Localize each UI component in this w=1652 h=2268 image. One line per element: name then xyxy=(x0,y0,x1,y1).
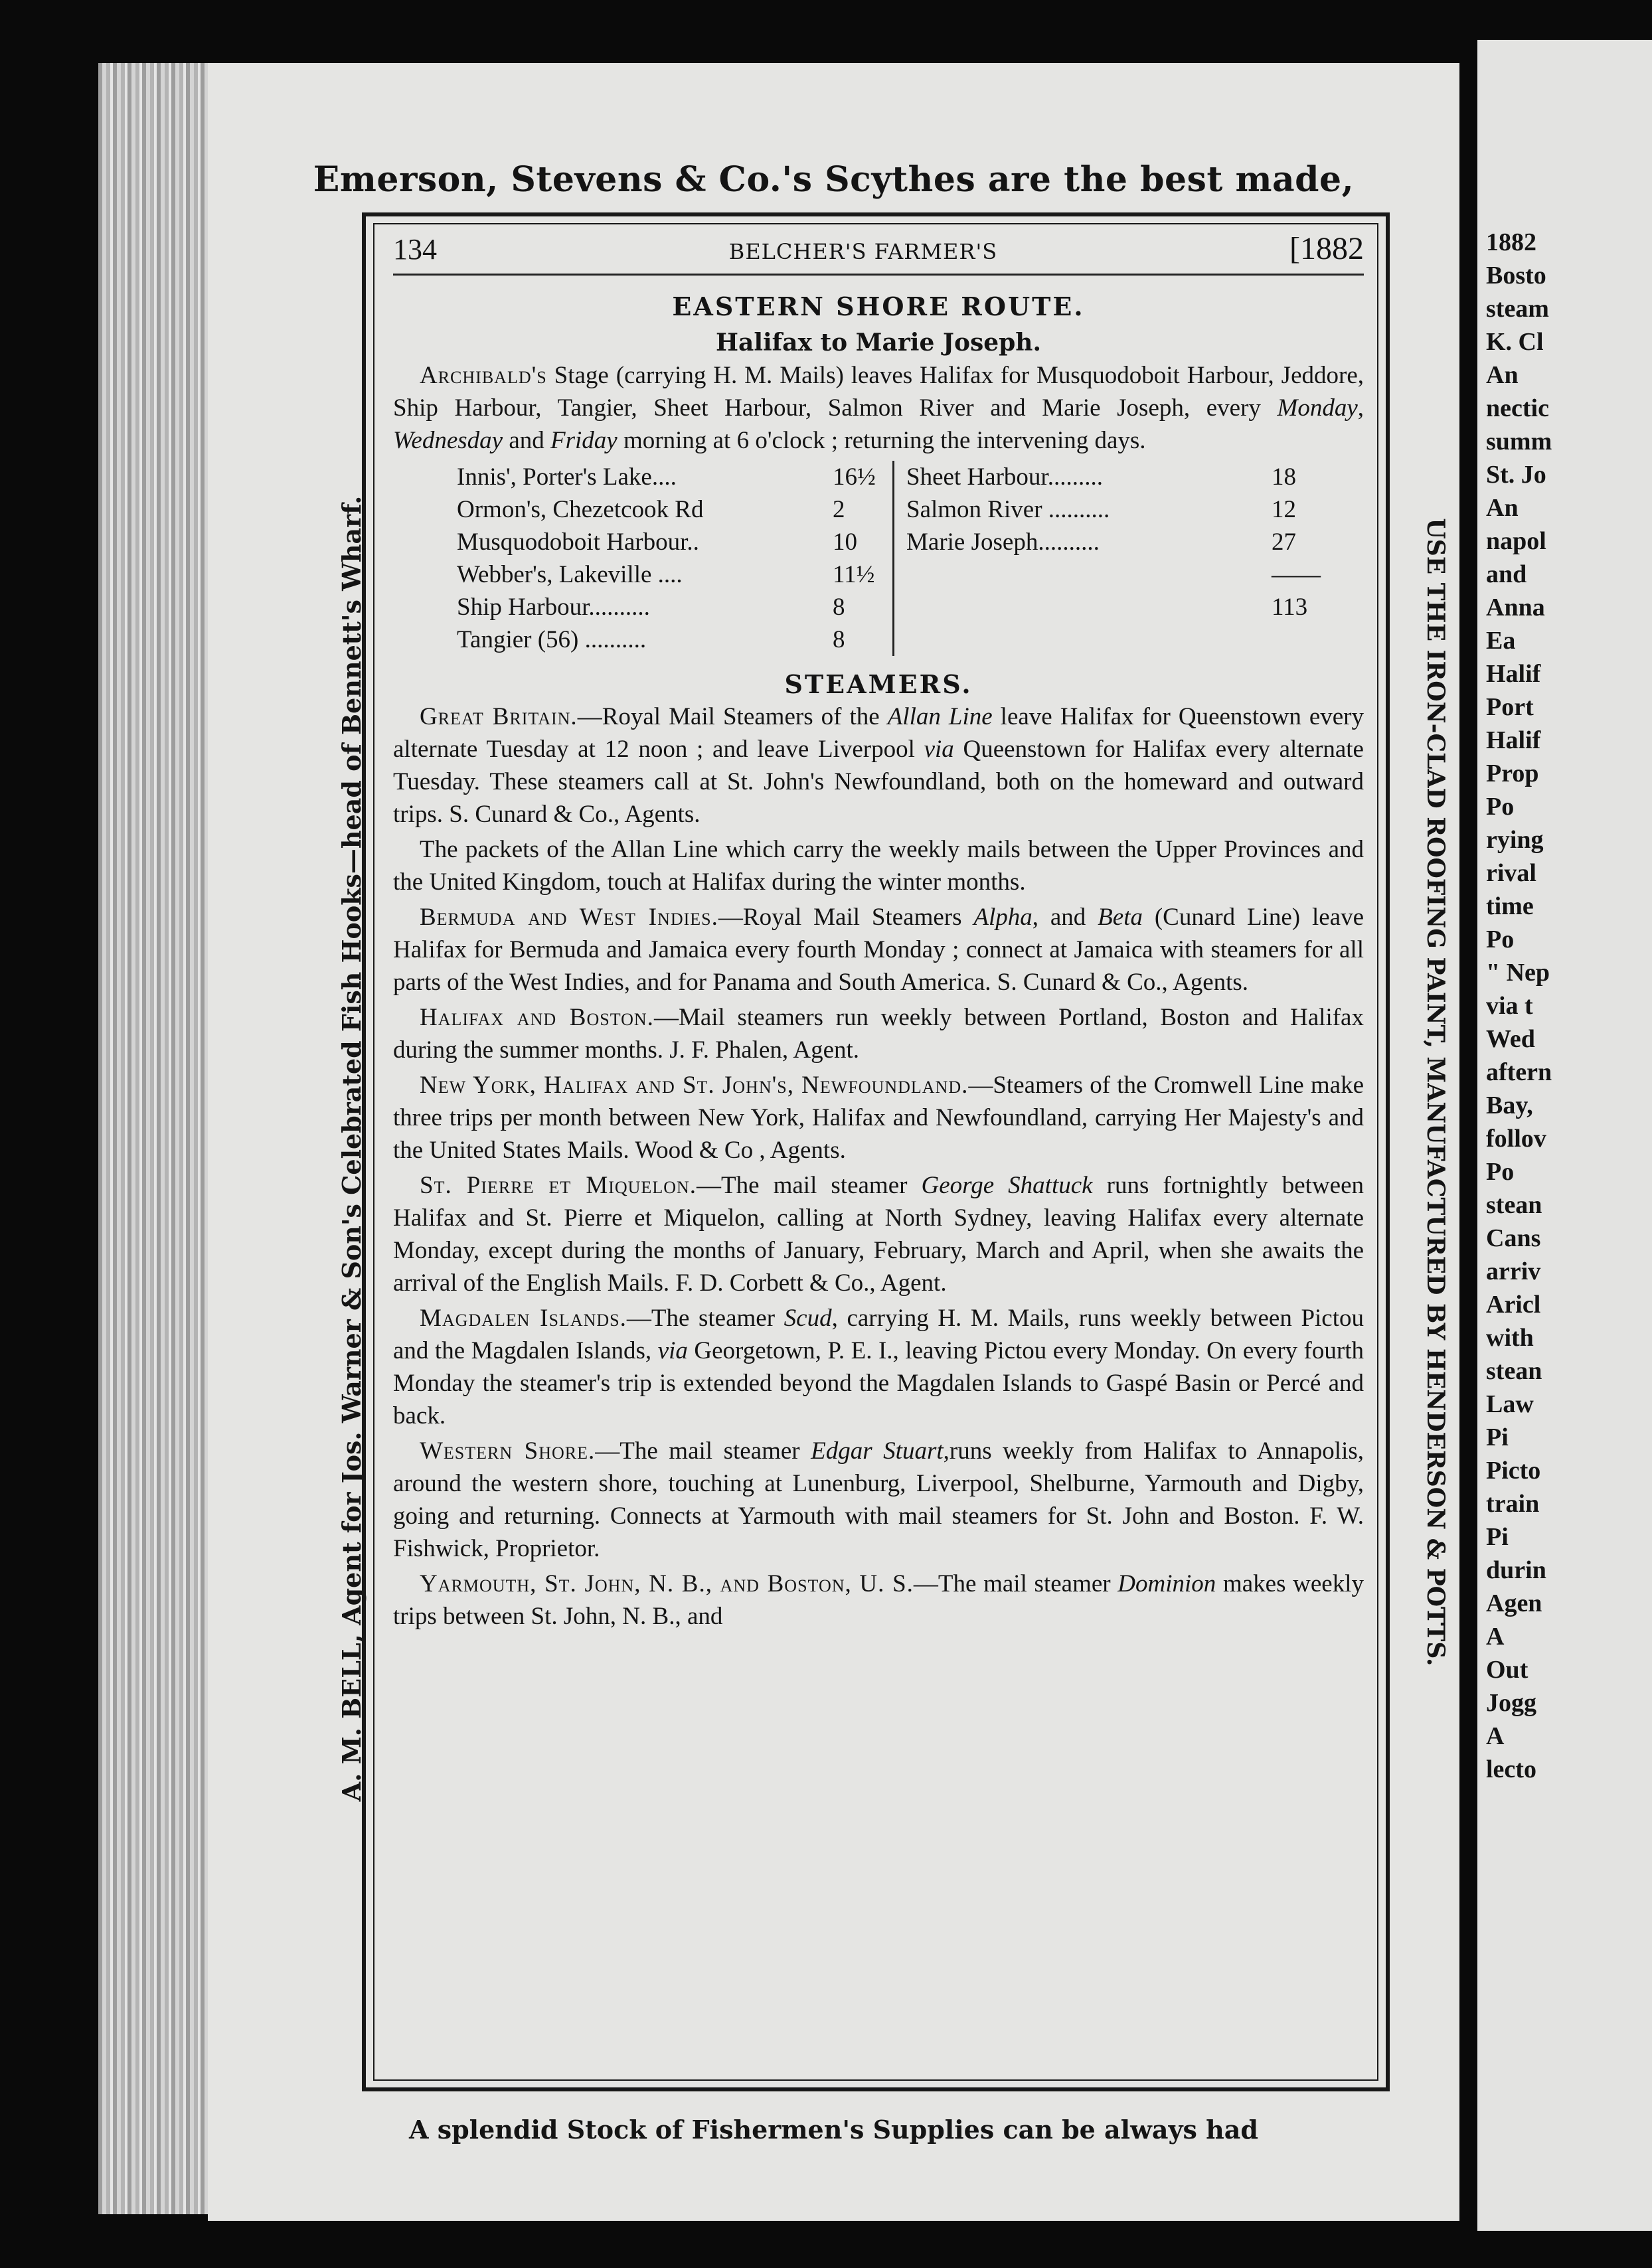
facing-page-line: Aricl xyxy=(1486,1291,1541,1319)
facing-page-line: Bosto xyxy=(1486,262,1546,289)
distance-row: Tangier (56) .......... 8 xyxy=(457,626,845,653)
distance-table xyxy=(457,461,1364,656)
facing-page-line: lecto xyxy=(1486,1755,1536,1783)
distance-rule: —— xyxy=(1272,561,1321,588)
running-header xyxy=(393,232,1364,276)
facing-page-line: Pi xyxy=(1486,1423,1509,1451)
route-subheading: Halifax to Marie Joseph. xyxy=(715,329,1042,357)
distance-row: Sheet Harbour......... 18 xyxy=(906,463,1296,491)
facing-page-line: and xyxy=(1486,560,1527,588)
steamers-heading: STEAMERS. xyxy=(784,669,973,699)
facing-page-line: " Nep xyxy=(1486,959,1550,987)
facing-page-line: K. Cl xyxy=(1486,328,1544,356)
facing-page-line: Po xyxy=(1486,793,1515,821)
facing-page-line: Halif xyxy=(1486,660,1541,688)
distance-column-right xyxy=(892,461,1331,656)
facing-page-line: Jogg xyxy=(1486,1689,1536,1717)
facing-page-line: Law xyxy=(1486,1390,1534,1418)
facing-page-line: arriv xyxy=(1486,1257,1541,1285)
facing-page-line: An xyxy=(1486,494,1519,522)
paragraph-allan-line-packets: The packets of the Allan Line which carry the weekly mails between the Upper Provinces and the United Kingdom, touch at Halifax during the winter months. xyxy=(393,836,1364,896)
top-advertisement: Emerson, Stevens & Co.'s Scythes are the best made, xyxy=(313,159,1355,200)
facing-page-line: Pi xyxy=(1486,1523,1509,1551)
facing-page-line: Out xyxy=(1486,1656,1528,1684)
left-margin-advertisement: A. M. BELL, Agent for Jos. Warner & Son's Celebrated Fish Hooks—head of Bennett's Wharf. xyxy=(337,495,367,1802)
facing-page-line: Po xyxy=(1486,926,1515,953)
facing-page-line: Port xyxy=(1486,693,1534,721)
distance-column-left xyxy=(457,461,892,656)
page-content xyxy=(393,232,1364,1635)
paragraph-magdalen: Magdalen Islands.—The steamer Scud, carrying H. M. Mails, runs weekly between Pictou and the Magdalen Islands, via Georgetown, P. E. I., leaving Pictou every Monday. On every fourth Monday the steamer's trip is extended beyond the Magdalen Islands to Gaspé Basin or Percé and back. xyxy=(393,1305,1364,1429)
paragraph-western-shore: Western Shore.—The mail steamer Edgar Stuart,runs weekly from Halifax to Annapolis, around the western shore, touching at Lunenburg, Liverpool, Shelburne, Yarmouth and Digby, going and returning. Connects at Yarmouth with mail steamers for St. John and Boston. F. W. Fishwick, Proprietor. xyxy=(393,1437,1364,1562)
distance-row: Marie Joseph.......... 27 xyxy=(906,528,1296,556)
page-number: 134 xyxy=(393,233,437,266)
route-heading: EASTERN SHORE ROUTE. xyxy=(672,291,1085,321)
facing-page-line: Cans xyxy=(1486,1224,1541,1252)
facing-page-line: nectic xyxy=(1486,394,1549,422)
facing-page-line: St. Jo xyxy=(1486,461,1546,489)
facing-page-line: summ xyxy=(1486,428,1552,455)
paragraph-bermuda: Bermuda and West Indies.—Royal Mail Steamers Alpha, and Beta (Cunard Line) leave Halifax for Bermuda and Jamaica every fourth Monday ; connect at Jamaica with steamers for all parts of the West Indies, and for Panama and South America. S. Cunard & Co., Agents. xyxy=(393,904,1364,996)
facing-page-line: napol xyxy=(1486,527,1546,555)
paragraph-new-york: New York, Halifax and St. John's, Newfoundland.—Steamers of the Cromwell Line make three trips per month between New York, Halifax and Newfoundland, carrying Her Majesty's and the United States Mails. Wood & Co , Agents. xyxy=(393,1072,1364,1164)
route-paragraph: Archibald's Stage (carrying H. M. Mails) leaves Halifax for Musquodoboit Harbour, Jeddore, Ship Harbour, Tangier, Sheet Harbour, Salmon River and Marie Joseph, every Monday, Wednesday and Friday morning at 6 o'clock ; returning the intervening days. xyxy=(393,362,1364,454)
paragraph-st-pierre: St. Pierre et Miquelon.—The mail steamer George Shattuck runs fortnightly between Halifax and St. Pierre et Miquelon, calling at North Sydney, leaving Halifax every alternate Monday, except during the months of January, February, March and April, when she awaits the arrival of the English Mails. F. D. Corbett & Co., Agent. xyxy=(393,1172,1364,1297)
facing-page-line: via t xyxy=(1486,992,1533,1020)
facing-page-text xyxy=(1486,226,1652,1786)
facing-page-line: follov xyxy=(1486,1125,1546,1153)
facing-page-line: with xyxy=(1486,1324,1534,1352)
right-margin-advertisement: USE THE IRON-CLAD ROOFING PAINT, MANUFACTURED BY HENDERSON & POTTS. xyxy=(1422,518,1449,1666)
distance-row: Musquodoboit Harbour.. 10 xyxy=(457,528,857,556)
book-spine-page-edges xyxy=(98,63,208,2214)
running-title: BELCHER'S FARMER'S xyxy=(728,239,998,264)
facing-page-line: Halif xyxy=(1486,726,1541,754)
distance-row: Innis', Porter's Lake.... 16½ xyxy=(457,463,876,491)
facing-page-line: 1882 xyxy=(1486,228,1536,256)
facing-page-line: A xyxy=(1486,1623,1505,1651)
facing-page-line: Ea xyxy=(1486,627,1516,655)
distance-row: Ship Harbour.......... 8 xyxy=(457,594,845,621)
facing-page-line: rival xyxy=(1486,859,1536,887)
facing-page-line: stean xyxy=(1486,1191,1542,1219)
paragraph-great-britain: Great Britain.—Royal Mail Steamers of the Allan Line leave Halifax for Queenstown every alternate Tuesday at 12 noon ; and leave Liverpool via Queenstown for Halifax every alternate Tuesday. These steamers call at St. John's Newfoundland, both on the homeward and outward trips. S. Cunard & Co., Agents. xyxy=(393,703,1364,828)
facing-page-line: Picto xyxy=(1486,1457,1541,1485)
distance-row: Salmon River .......... 12 xyxy=(906,496,1296,523)
facing-page-line: Po xyxy=(1486,1158,1515,1186)
facing-page-line: rying xyxy=(1486,826,1544,854)
paragraph-halifax-boston: Halifax and Boston.—Mail steamers run weekly between Portland, Boston and Halifax during the summer months. J. F. Phalen, Agent. xyxy=(393,1004,1364,1064)
distance-row: Webber's, Lakeville .... 11½ xyxy=(457,561,875,588)
facing-page-line: train xyxy=(1486,1490,1540,1518)
facing-page-line: durin xyxy=(1486,1556,1546,1584)
facing-page-line: A xyxy=(1486,1722,1505,1750)
facing-page-line: steam xyxy=(1486,295,1549,323)
facing-page-line: An xyxy=(1486,361,1519,389)
paragraph-yarmouth: Yarmouth, St. John, N. B., and Boston, U. S.—The mail steamer Dominion makes weekly trips between St. John, N. B., and xyxy=(393,1570,1364,1630)
distance-row: Ormon's, Chezetcook Rd 2 xyxy=(457,496,845,523)
distance-total: 113 xyxy=(1272,594,1308,621)
facing-page-line: aftern xyxy=(1486,1058,1552,1086)
facing-page-line: Wed xyxy=(1486,1025,1535,1053)
bottom-advertisement: A splendid Stock of Fishermen's Supplies can be always had xyxy=(409,2115,1258,2145)
facing-page-line: Anna xyxy=(1486,594,1545,621)
facing-page-line: time xyxy=(1486,892,1534,920)
facing-page-line: Bay, xyxy=(1486,1092,1533,1119)
facing-page-line: stean xyxy=(1486,1357,1542,1385)
facing-page-line: Prop xyxy=(1486,760,1539,787)
facing-page-line: Agen xyxy=(1486,1589,1542,1617)
header-year: [1882 xyxy=(1289,231,1364,266)
